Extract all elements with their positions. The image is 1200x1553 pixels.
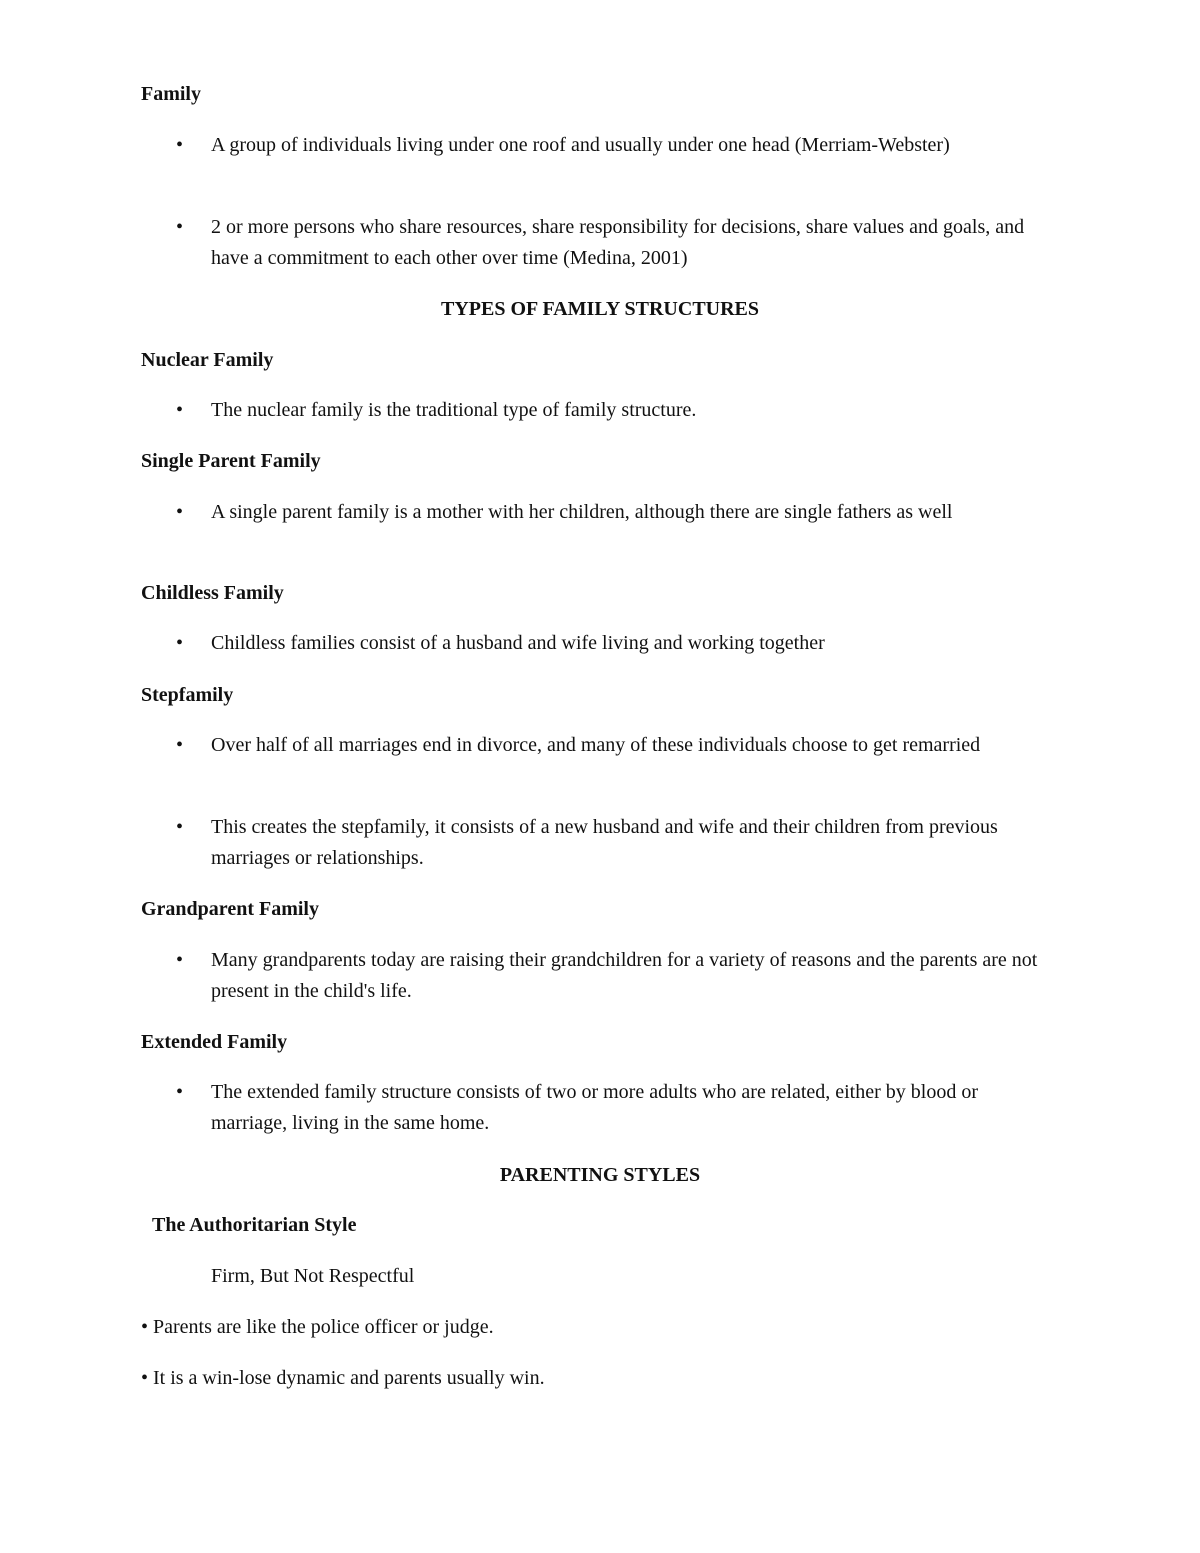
bullet-marker: •: [176, 399, 184, 421]
bullet-marker: •: [176, 949, 184, 971]
single-parent-family-heading: Single Parent Family: [141, 450, 321, 472]
list-item: [176, 628, 1056, 659]
list-item-text: A group of individuals living under one roof and usually under one head (Merriam-Webster): [211, 134, 950, 156]
authoritarian-style-heading: The Authoritarian Style: [152, 1214, 357, 1236]
bullet-marker: •: [176, 816, 184, 838]
bullet-marker: •: [176, 216, 184, 238]
list-item: [176, 497, 1056, 528]
list-item-text: The extended family structure consists of two or more adults who are related, either by blood or marriage, living in the same home.: [211, 1081, 978, 1134]
list-item-text: This creates the stepfamily, it consists of a new husband and wife and their children from previous marriages or relationships.: [211, 816, 998, 869]
list-item: [176, 945, 1056, 1007]
list-item-text: Many grandparents today are raising their grandchildren for a variety of reasons and the parents are not present in the child's life.: [211, 949, 1038, 1002]
list-item-text: 2 or more persons who share resources, share responsibility for decisions, share values and goals, and have a commitment to each other over time (Medina, 2001): [211, 216, 1025, 269]
list-item-text: A single parent family is a mother with her children, although there are single fathers as well: [211, 501, 953, 523]
bullet-marker: •: [176, 501, 184, 523]
list-item-text: Childless families consist of a husband and wife living and working together: [211, 632, 825, 654]
list-item: [176, 395, 1056, 426]
childless-family-heading: Childless Family: [141, 582, 284, 604]
list-item: [176, 730, 1056, 761]
bullet-marker: •: [176, 1081, 184, 1103]
nuclear-family-heading: Nuclear Family: [141, 349, 274, 371]
authoritarian-point: • Parents are like the police officer or judge.: [141, 1316, 494, 1338]
list-item-text: The nuclear family is the traditional type of family structure.: [211, 399, 697, 421]
bullet-marker: •: [176, 734, 184, 756]
extended-family-heading: Extended Family: [141, 1031, 288, 1053]
grandparent-family-heading: Grandparent Family: [141, 898, 319, 920]
bullet-marker: •: [176, 134, 184, 156]
authoritarian-subtitle: Firm, But Not Respectful: [211, 1265, 415, 1287]
authoritarian-point: • It is a win-lose dynamic and parents usually win.: [141, 1367, 545, 1389]
family-heading: Family: [141, 83, 201, 105]
list-item: [176, 212, 1056, 274]
list-item: [176, 812, 1056, 874]
list-item: [176, 130, 1056, 161]
parenting-section-title: PARENTING STYLES: [499, 1164, 701, 1186]
stepfamily-heading: Stepfamily: [141, 684, 234, 706]
list-item-text: Over half of all marriages end in divorce, and many of these individuals choose to get remarried: [211, 734, 981, 756]
list-item: [176, 1077, 1056, 1139]
bullet-marker: •: [176, 632, 184, 654]
types-section-title: TYPES OF FAMILY STRUCTURES: [440, 298, 760, 320]
